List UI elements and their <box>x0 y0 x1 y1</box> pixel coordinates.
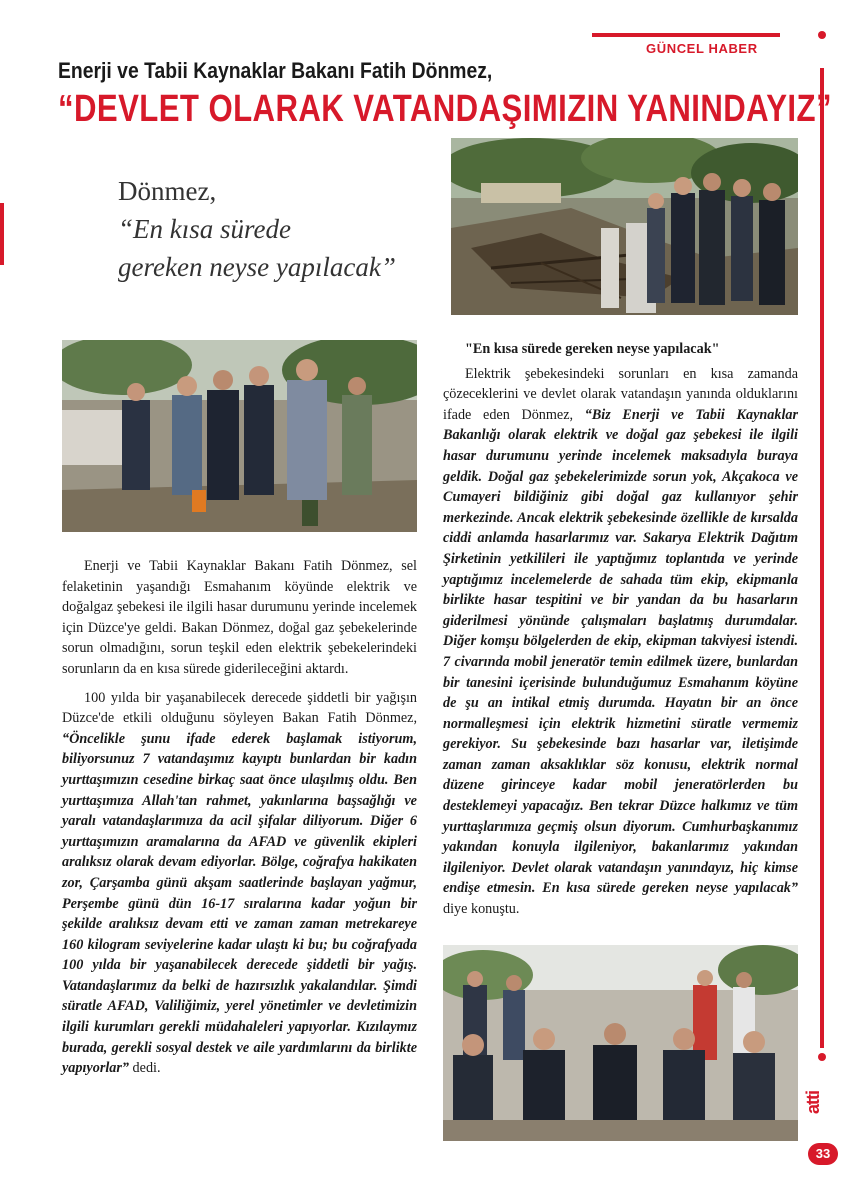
left-paragraph-2-lead: 100 yılda bir yaşanabilecek derecede şiddetli bir yağışın Düzce'de etkili olduğunu söyleyen Bakan Fatih Dönmez, <box>62 689 417 727</box>
right-paragraph-1-lead: Elektrik şebekesindeki sorunları en kısa zamanda çözeceklerini ve devlet olarak vatandaşın yanında olduklarını ifade eden Dönmez, <box>443 365 798 423</box>
photo-minister-walking <box>62 340 417 532</box>
right-subhead: "En kısa sürede gereken neyse yapılacak" <box>465 341 720 357</box>
left-paragraph-1: Enerji ve Tabii Kaynaklar Bakanı Fatih Dönmez, sel felaketinin yaşandığı Esmahanım köyünde elektrik ve doğalgaz şebekesi ile ilgili hasar durumunu yerinde incelemek için Düzce'ye geldi. Bakan Dönmez, doğal gaz şebekelerinde sorun olmadığını, sorun teşkil eden elektrik şebekelerindeki sorunların da en kısa sürede giderileceğini aktardı. <box>62 558 417 677</box>
section-label: GÜNCEL HABER <box>646 41 758 56</box>
article-title: “DEVLET OLARAK VATANDAŞIMIZIN YANINDAYIZ” <box>58 88 832 130</box>
left-paragraph-2-tail: dedi. <box>129 1060 161 1077</box>
photo-meeting <box>443 945 798 1141</box>
header-rule <box>592 33 780 37</box>
right-paragraph-1-tail: diye konuştu. <box>443 901 520 918</box>
magazine-logo: atti <box>803 1091 823 1115</box>
right-column <box>443 339 798 928</box>
pull-quote <box>118 172 428 286</box>
article-supertitle: Enerji ve Tabii Kaynaklar Bakanı Fatih Dönmez, <box>58 58 493 83</box>
header-dot <box>818 31 826 39</box>
margin-dot <box>818 1053 826 1061</box>
left-margin-tick <box>0 203 4 265</box>
left-paragraph-2-quote: “Öncelikle şunu ifade ederek başlamak istiyorum, biliyorsunuz 7 vatandaşımız kayıptı bunlardan bir kadın yurttaşımızın cesedine birkaç saat önce ulaşılmış oldu. Ben yurttaşımıza Allah'tan rahmet, yakınlarına başsağlığı ve yaralı vatandaşlarımıza da acil şifalar diliyorum. Diğer 6 yurttaşımızın aramalarına da AFAD ve güvenlik ekipleri aralıksız olarak devam ediyorlar. Bölge, coğrafya hakikaten zor, Çarşamba günü akşam saatlerinde başlayan yağmur, Perşembe günü dün 16-17 sıralarına kadar yoğun bir şekilde aralıksız devam etti ve zaman zaman metrekareye 160 kilogram seviyelerine kadar ulaştı ki bu; bu coğrafyada 100 yılda bir yaşanabilecek derecede şiddetli bir yağış. Vatandaşlarımız da belki de hazırsızlık yakalandılar. Şimdi süratle AFAD, Valiliğimiz, yerel yönetimler ve devletimizin ilgili kurumları gerekli müdahaleleri yapıyorlar. Kızılaymız burada, gerekli sosyal destek ve aile yardımlarını da birlikte yapıyorlar” <box>62 730 417 1077</box>
pull-quote-line-3: gereken neyse yapılacak” <box>118 252 396 282</box>
page-number: 33 <box>808 1143 838 1165</box>
right-paragraph-1-quote: “Biz Enerji ve Tabii Kaynaklar Bakanlığı olarak elektrik ve doğal gaz şebekesi ile ilgili hasar durumunu yerinde incelemek maksadıyla buraya geldik. Doğal gaz şebekelerimizde sorun yok, Akçakoca ve Cumayeri bildiğiniz gibi doğal gaz kullanıyor şehir merkezinde. Ancak elektrik şebekesinde özellikle de kırsalda ciddi anlamda hasarlarımız var. Sakarya Elektrik Dağıtım Şirketinin yetkilileri ile yaptığımız toplantıda ve yerinde yaptığımız incelemelerde de sahada tüm ekip, ekipmanla birlikte hasar tespitini ve bir yandan da bu hasarların giderilmesi yönünde çalışmaları başlatmış durumdalar. Diğer komşu bölgelerden de ekip, ekipman takviyesi istendi. 7 civarında mobil jeneratör temin edilmek üzere, bunlardan bir tanesini içerisinde bulunduğumuz Esmahanım köyüne de şu an intikal etmiş durumda. Hayatın bir an önce normalleşmesi için elektrik hizmetini süratle vermemiz gerekiyor. Su şebekesinde bazı hasarlar var, iletişimde zaman zaman aksaklıklar söz konusu, elektrik normal düzene girinceye kadar mobil jeneratörlerden bu desteklemeyi yapacağız. Ben tekrar Düzce halkımız ve tüm yurttaşlarımıza geçmiş olsun diyorum. Cumhurbaşkanımız yakından konuyla ilgileniyor, bakanlarımız yakından ilgileniyor. Devlet olarak vatandaşın yanındayız, hiç kimse endişe etmesin. En kısa sürede gereken neyse yapılacak” <box>443 406 799 897</box>
right-margin-bar <box>820 68 824 1048</box>
right-paragraph-1 <box>443 364 798 920</box>
left-paragraph-2 <box>62 688 417 1079</box>
pull-quote-line-2: “En kısa sürede <box>118 214 291 244</box>
pull-quote-line-1: Dönmez, <box>118 176 217 206</box>
left-column <box>62 556 417 1087</box>
photo-debris-inspection <box>451 138 798 315</box>
